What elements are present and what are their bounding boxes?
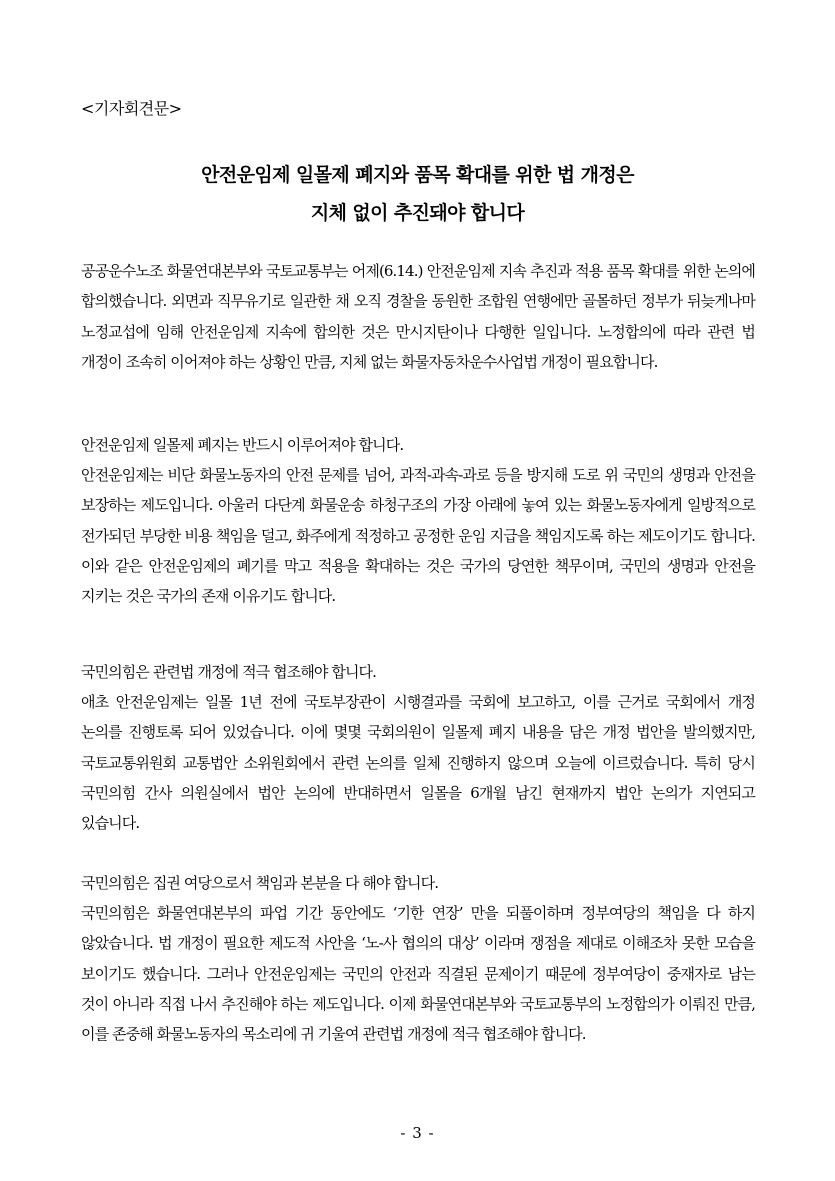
paragraph-legislative-history: 애초 안전운임제는 일몰 1년 전에 국토부장관이 시행결과를 국회에 보고하고, 이를 근거로 국회에서 개정 논의를 진행토록 되어 있었습니다. 이에 몇몇 국회의원이 일몰제 폐지 내용을 담은 개정 법안을 발의했지만, 국토교통위원회 교통법안 소위원회에서 관련 논의를 일체 진행하지 않으며 오늘에 이르렀습니다. 특히 당시 국민의힘 간사 의원실에서 법안 논의에 반대하면서 일몰을 6개월 남긴 현재까지 법안 논의가 지연되고 있습니다. xyxy=(81,693,755,833)
paragraph-ruling-party-responsibility: 국민의힘은 화물연대본부의 파업 기간 동안에도 ‘기한 연장’ 만을 되풀이하며 정부여당의 책임을 다 하지 않았습니다. 법 개정이 필요한 제도적 사안을 ‘노-사 협의의 대상’ 이라며 쟁점을 제대로 이해조차 못한 모습을 보이기도 했습니다. 그러나 안전운임제는 국민의 안전과 직결된 문제이기 때문에 정부여당이 중재자로 남는 것이 아니라 직접 나서 추진해야 하는 제도입니다. 이제 화물연대본부와 국토교통부의 노정합의가 이뤄진 만큼, 이를 존중해 화물노동자의 목소리에 귀 기울여 관련법 개정에 적극 협조해야 합니다. xyxy=(81,904,755,1044)
paragraph-heading-sunset-abolition: 안전운임제 일몰제 폐지는 반드시 이루어져야 합니다. xyxy=(81,436,404,454)
page-number: - 3 - xyxy=(400,1124,435,1142)
paragraph-heading-ppp-cooperation: 국민의힘은 관련법 개정에 적극 협조해야 합니다. xyxy=(81,663,377,681)
paragraph-heading-ruling-party-duty: 국민의힘은 집권 여당으로서 책임과 본분을 다 해야 합니다. xyxy=(81,874,439,892)
document-title-line2: 지체 없이 추진돼야 합니다 xyxy=(310,202,525,224)
document-label: <기자회견문> xyxy=(81,99,182,118)
paragraph-intro: 공공운수노조 화물연대본부와 국토교통부는 어제(6.14.) 안전운임제 지속 추진과 적용 품목 확대를 위한 논의에 합의했습니다. 외면과 직무유기로 일관한 채 오직 경찰을 동원한 조합원 연행에만 골몰하던 정부가 뒤늦게나마 노정교섭에 임해 안전운임제 지속에 합의한 것은 만시지탄이나 다행한 일입니다. 노정합의에 따라 관련 법 개정이 조속히 이어져야 하는 상황인 만큼, 지체 없는 화물자동차운수사업법 개정이 필요합니다. xyxy=(81,262,755,371)
document-title-line1: 안전운임제 일몰제 폐지와 품목 확대를 위한 법 개정은 xyxy=(201,164,634,186)
paragraph-safety-rate-purpose: 안전운임제는 비단 화물노동자의 안전 문제를 넘어, 과적-과속-과로 등을 방지해 도로 위 국민의 생명과 안전을 보장하는 제도입니다. 아울러 다단계 화물운송 하청구조의 가장 아래에 놓여 있는 화물노동자에게 일방적으로 전가되던 부당한 비용 책임을 덜고, 화주에게 적정하고 공정한 운임 지급을 책임지도록 하는 제도이기도 합니다. 이와 같은 안전운임제의 폐기를 막고 적용을 확대하는 것은 국가의 당연한 책무이며, 국민의 생명과 안전을 지키는 것은 국가의 존재 이유기도 합니다. xyxy=(81,466,755,606)
